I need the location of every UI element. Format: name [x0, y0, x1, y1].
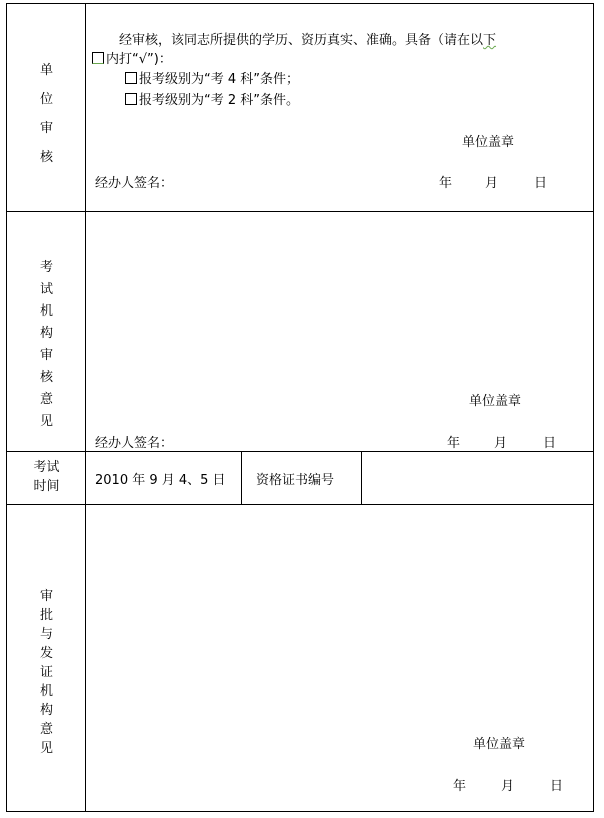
exam-agency-label	[7, 257, 86, 433]
column-divider	[241, 451, 242, 504]
cert-number-label: 资格证书编号	[256, 473, 335, 488]
date-year: 年	[453, 779, 467, 794]
option-2-subjects[interactable]	[125, 89, 299, 108]
checkbox-4-subjects[interactable]	[125, 72, 137, 84]
column-divider	[361, 451, 362, 504]
label-char: 见	[39, 741, 53, 756]
approval-agency-label	[7, 587, 86, 758]
label-line: 时间	[33, 479, 60, 494]
label-char: 见	[39, 414, 53, 429]
date-year: 年	[447, 436, 461, 451]
label-char: 发	[39, 646, 53, 661]
label-char: 单	[39, 63, 53, 78]
checkbox-icon	[92, 52, 104, 64]
label-char: 审	[39, 589, 53, 604]
option-label: 报考级别为“考 4 科”条件；	[139, 72, 300, 87]
signer-label: 经办人签名：	[95, 176, 174, 191]
row-divider	[7, 451, 593, 452]
label-line: 考试	[33, 460, 60, 475]
option-4-subjects[interactable]	[125, 68, 299, 87]
unit-seal: 单位盖章	[462, 135, 515, 150]
unit-review-label	[7, 56, 86, 172]
date-month: 月	[501, 779, 515, 794]
label-char: 证	[39, 665, 53, 680]
signer-label: 经办人签名：	[95, 436, 174, 451]
label-char: 构	[39, 703, 53, 718]
date-day: 日	[550, 779, 564, 794]
label-char: 构	[39, 326, 53, 341]
label-char: 意	[39, 722, 53, 737]
row-divider	[7, 504, 593, 505]
exam-time-label	[7, 458, 86, 496]
review-form-table	[6, 3, 594, 812]
label-char: 审	[39, 121, 53, 136]
label-char: 考	[39, 260, 53, 275]
date-day: 日	[534, 176, 548, 191]
approval-seal: 单位盖章	[473, 737, 526, 752]
label-char: 审	[39, 348, 53, 363]
label-char: 核	[39, 370, 53, 385]
exam-date-value: 2010 年 9 月 4、5 日	[95, 473, 226, 488]
date-year: 年	[439, 176, 453, 191]
label-char: 批	[39, 608, 53, 623]
label-char: 位	[39, 92, 53, 107]
label-char: 试	[39, 282, 53, 297]
intro-text-tail: 下	[483, 33, 497, 48]
label-char: 意	[39, 392, 53, 407]
option-label: 报考级别为“考 2 科”条件。	[139, 93, 300, 108]
label-char: 与	[39, 627, 53, 642]
label-char: 核	[39, 150, 53, 165]
row-divider	[7, 211, 593, 212]
intro-text: 经审核，该同志所提供的学历、资历真实、准确。具备（请在以	[119, 33, 484, 48]
exam-agency-seal: 单位盖章	[469, 394, 522, 409]
instruction-text: 内打“√”)：	[106, 52, 172, 67]
cert-number-field[interactable]	[369, 469, 589, 489]
label-char: 机	[39, 684, 53, 699]
checkbox-2-subjects[interactable]	[125, 93, 137, 105]
date-month: 月	[485, 176, 499, 191]
date-month: 月	[494, 436, 508, 451]
unit-review-intro	[119, 29, 496, 48]
unit-review-instruction	[92, 48, 172, 67]
date-day: 日	[543, 436, 557, 451]
label-char: 机	[39, 304, 53, 319]
